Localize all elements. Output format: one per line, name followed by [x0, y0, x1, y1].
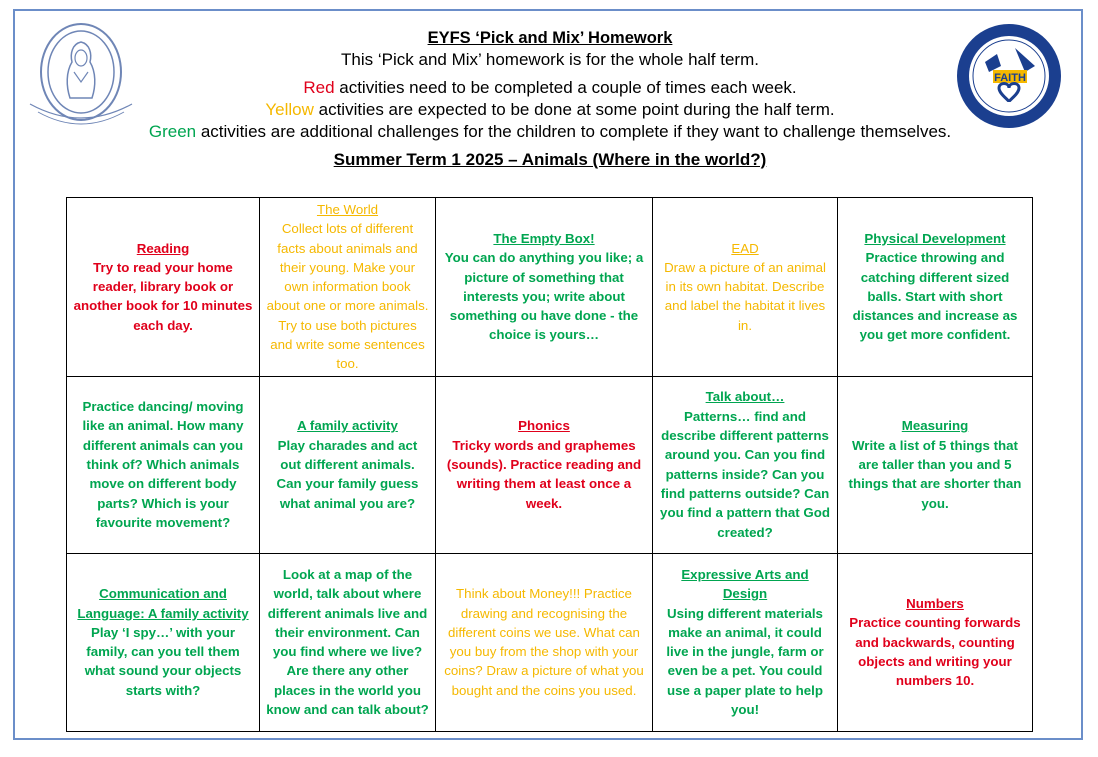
- activity-body: Look at a map of the world, talk about where different animals live and their environment. Can you find where we live? Are there any other places in the world you know and can talk about?: [266, 566, 429, 718]
- activity-body: Try to read your home reader, library book or another book for 10 minutes each day.: [73, 259, 253, 333]
- activity-numbers: [838, 553, 1033, 731]
- activity-physical-development: [838, 198, 1033, 377]
- yellow-instruction-text: activities are expected to be done at some point during the half term.: [313, 100, 835, 119]
- activity-measuring: [838, 376, 1033, 553]
- activity-money: [436, 553, 653, 731]
- activity-heading: Physical Development: [864, 230, 1006, 246]
- page-subtitle: This ‘Pick and Mix’ homework is for the whole half term.: [341, 50, 759, 69]
- activity-body: Draw a picture of an animal in its own habitat. Describe and label the habitat it lives in.: [664, 259, 826, 333]
- activity-body: Tricky words and graphemes (sounds). Practice reading and writing them at least once a week.: [446, 437, 642, 511]
- activity-body: Write a list of 5 things that are taller than you and 5 things that are shorter than you.: [848, 437, 1022, 511]
- activity-heading: The Empty Box!: [493, 230, 595, 246]
- activity-talk-about: [653, 376, 838, 553]
- activity-body: Practice counting forwards and backwards, counting objects and writing your numbers 10.: [849, 615, 1021, 689]
- activity-family-charades: [260, 376, 436, 553]
- activity-heading: Numbers: [906, 595, 964, 611]
- activity-body: Collect lots of different facts about animals and their young. Make your own information book about one or more animals. Try to use both pictures and write some sentences too.: [266, 221, 429, 372]
- yellow-word: Yellow: [265, 100, 314, 119]
- activity-body: Patterns… find and describe different patterns around you. Can you find patterns inside? Can you find patterns outside? Can you find a pattern that God created?: [660, 408, 830, 540]
- activity-body: Think about Money!!! Practice drawing and recognising the different coins we use. What can you buy from the shop with your coins? Draw a picture of what you bought and the coins you used.: [444, 586, 644, 698]
- yellow-instruction: [130, 99, 970, 121]
- activity-the-world: [260, 198, 436, 377]
- activity-heading: Phonics: [518, 418, 570, 434]
- activity-body: Play ‘I spy…’ with your family, can you tell them what sound your objects starts with?: [84, 624, 242, 698]
- activity-heading: Reading: [136, 240, 190, 256]
- green-instruction: [130, 121, 970, 143]
- activity-body: Using different materials make an animal, it could live in the jungle, farm or even be a pet. You could use a paper plate to help you!: [666, 605, 824, 718]
- activity-world-map: [260, 553, 436, 731]
- red-instruction-text: activities need to be completed a couple of times each week.: [334, 78, 797, 97]
- activity-heading: EAD: [731, 240, 759, 256]
- activity-heading: Talk about…: [705, 389, 785, 405]
- red-word: Red: [303, 78, 335, 97]
- green-word: Green: [148, 122, 197, 141]
- activity-reading: [67, 198, 260, 377]
- activity-heading: The World: [316, 202, 379, 217]
- activity-communication-language: [67, 553, 260, 731]
- activity-body: Practice dancing/ moving like an animal. How many different animals can you think of? Which animals move on different body parts? Which is your favourite movement?: [82, 399, 244, 530]
- activity-phonics: [436, 376, 653, 553]
- page-title: EYFS ‘Pick and Mix’ Homework: [427, 29, 673, 47]
- activity-empty-box: [436, 198, 653, 377]
- activity-body: You can do anything you like; a picture of something that interests you; write about something ou have done - the choice is yours…: [444, 250, 644, 343]
- header: [130, 27, 970, 171]
- activity-heading: Expressive Arts and Design: [681, 566, 809, 602]
- grid-row-3: [67, 553, 1033, 731]
- grid-row-2: [67, 376, 1033, 553]
- faith-badge-word: FAITH: [994, 72, 1026, 84]
- activity-heading: Communication and Language: A family activity: [77, 586, 249, 621]
- red-instruction: [130, 77, 970, 99]
- activity-heading: A family activity: [297, 418, 398, 434]
- green-instruction-text: activities are additional challenges for the children to complete if they want to challenge themselves.: [196, 122, 952, 141]
- activity-expressive-arts: [653, 553, 838, 731]
- activity-ead: [653, 198, 838, 377]
- activity-body: Practice throwing and catching different sized balls. Start with short distances and increase as you get more confident.: [852, 250, 1018, 343]
- term-heading: Summer Term 1 2025 – Animals (Where in the world?): [333, 150, 767, 169]
- activity-grid: [66, 197, 1033, 732]
- grid-row-1: [67, 198, 1033, 377]
- activity-body: Play charades and act out different animals. Can your family guess what animal you are?: [276, 437, 419, 511]
- faith-badge-logo: [955, 22, 1063, 130]
- activity-dancing: [67, 376, 260, 553]
- activity-heading: Measuring: [901, 418, 969, 434]
- school-crest-logo: [24, 20, 138, 130]
